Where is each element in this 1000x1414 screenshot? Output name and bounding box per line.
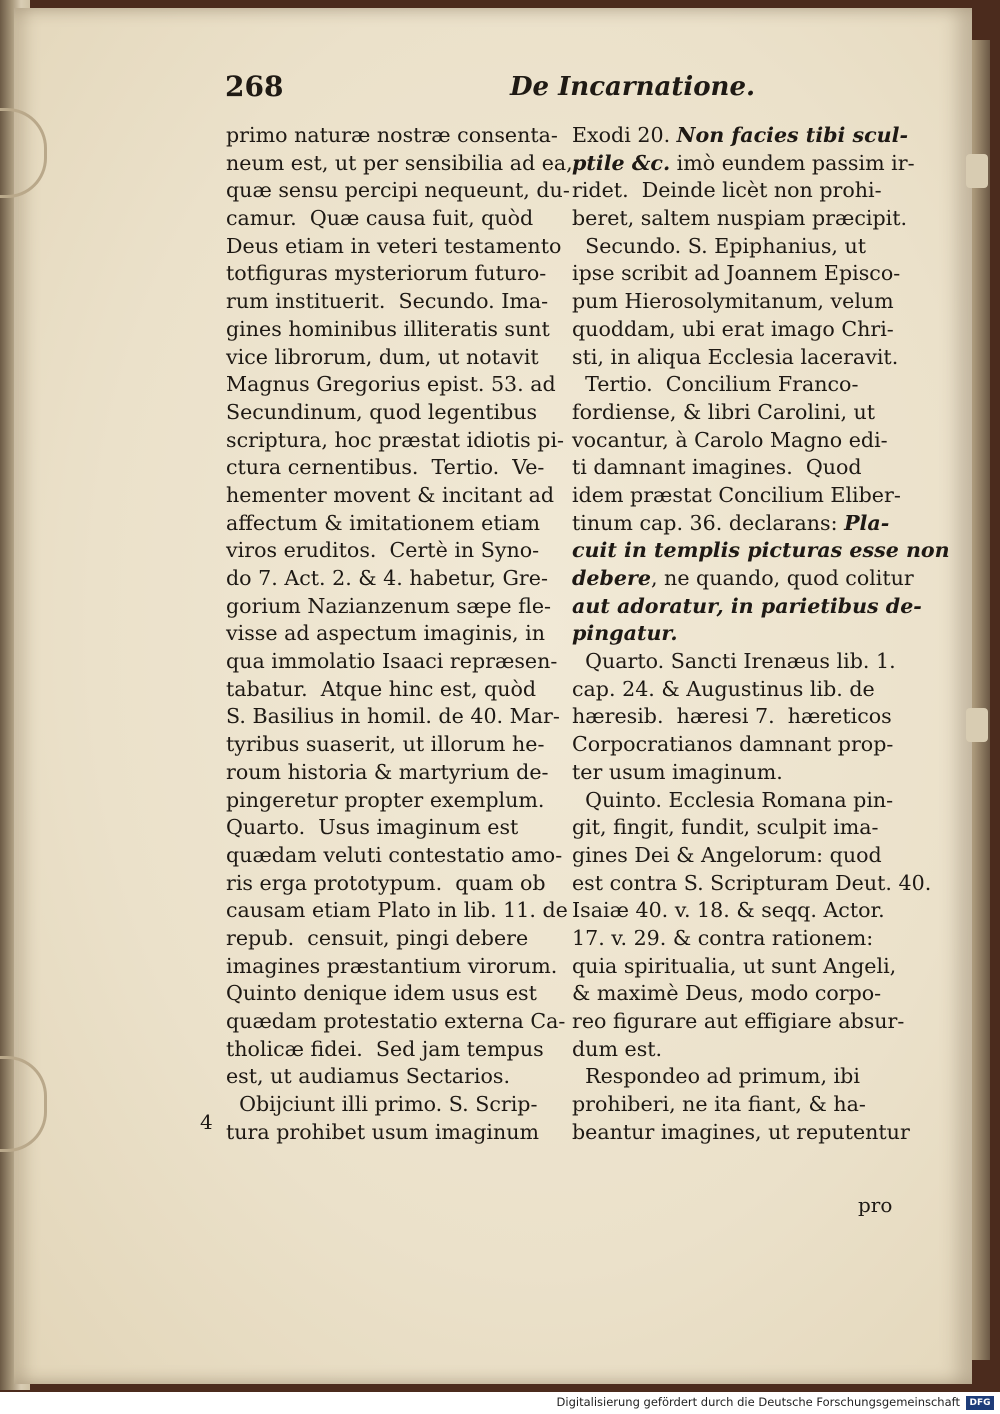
text-run: scriptura, hoc præstat idiotis pi- [226,427,564,452]
text-line [572,703,912,731]
text-run: tholicæ fidei. Sed jam tempus [226,1036,544,1061]
text-run: git, fingit, fundit, sculpit ima- [572,815,879,840]
text-run: quædam veluti contestatio amo- [226,842,563,867]
text-run: tura prohibet usum imaginum [226,1119,540,1144]
text-run: camur. Quæ causa fuit, quòd [226,206,534,231]
text-line [226,1119,556,1147]
text-run: pingeretur propter exemplum. [226,787,545,812]
text-run: 17. v. 29. & contra rationem: [572,925,874,950]
text-run: prohiberi, ne ita fiant, & ha- [572,1092,866,1117]
text-line [226,1063,556,1091]
italic-run: aut adoratur, in parietibus de- [572,593,922,618]
text-run: dum est. [572,1036,663,1061]
text-run: ipse scribit ad Joannem Episco- [572,261,901,286]
text-run: est contra S. Scripturam Deut. 40. [572,870,932,895]
text-run: primo naturæ nostræ consenta- [226,123,558,147]
text-run: rum instituerit. Secundo. Ima- [226,289,549,314]
text-run: ris erga prototypum. quam ob [226,870,546,895]
text-line [226,233,562,261]
text-line [226,399,556,427]
text-line [226,925,556,953]
text-run: visse ad aspectum imaginis, in [226,621,545,646]
text-line [572,1119,912,1147]
text-line [226,482,556,510]
text-run: & maximè Deus, modo corpo- [572,981,882,1006]
text-line [226,177,570,205]
italic-run: ptile &c. [572,150,671,175]
text-run: S. Basilius in homil. de 40. Mar- [226,704,560,729]
text-run: reo figurare aut effigiare absur- [572,1009,905,1033]
footer-credit: Digitalisierung gefördert durch die Deutsche Forschungsgemeinschaft [556,1395,960,1409]
text-run: Secundinum, quod legentibus [226,399,538,424]
text-run: viros eruditos. Certè in Syno- [226,538,540,563]
text-run: quoddam, ubi erat imago Chri- [572,316,894,341]
text-line [572,565,912,593]
text-line [572,1036,912,1064]
text-run: affectum & imitationem etiam [226,510,541,535]
text-line [226,371,556,399]
text-line [226,260,556,288]
text-run: sti, in aliqua Ecclesia laceravit. [572,344,899,369]
text-line [572,593,922,621]
text-run: Isaiæ 40. v. 18. & seqq. Actor. [572,898,885,923]
text-run: gorium Nazianzenum sæpe fle- [226,593,551,618]
text-run: idem præstat Concilium Eliber- [572,482,901,507]
text-line [572,980,912,1008]
text-line [226,814,556,842]
italic-run: pingatur. [572,621,678,646]
text-run: hementer movent & incitant ad [226,482,555,507]
text-line [572,537,950,565]
text-run: ter usum imaginum. [572,759,783,784]
text-line [226,537,556,565]
text-run: Tertio. Concilium Franco- [572,372,859,397]
text-line [572,288,912,316]
text-run: tyribus suaserit, ut illorum he- [226,732,545,757]
running-title: De Incarnatione. [510,72,756,102]
text-line [226,427,564,455]
text-run: Corpocratianos damnant prop- [572,732,894,757]
text-run: Quarto. Usus imaginum est [226,815,519,840]
italic-run: debere [572,566,651,590]
text-run: Deus etiam in veteri testamento [226,233,562,258]
text-line [226,787,556,815]
text-run: Secundo. S. Epiphanius, ut [572,233,867,258]
text-run: tabatur. Atque hinc est, quòd [226,676,537,701]
text-run: roum historia & martyrium de- [226,759,549,784]
text-run: pum Hierosolymitanum, velum [572,289,894,314]
text-line [572,870,932,898]
text-line [226,288,556,316]
left-text-column [226,122,573,1146]
text-run: beantur imagines, ut reputentur [572,1119,910,1144]
text-line [572,731,912,759]
text-run: Quarto. Sancti Irenæus lib. 1. [572,649,896,674]
text-line [572,344,912,372]
text-line [572,1008,912,1036]
text-run: gines hominibus illiteratis sunt [226,316,550,341]
dfg-logo: DFG [966,1396,994,1410]
text-line [572,925,912,953]
text-line [572,233,912,261]
text-line [572,205,912,233]
text-line [226,897,568,925]
text-line [572,953,912,981]
text-run: vocantur, à Carolo Magno edi- [572,427,888,452]
text-run: gines Dei & Angelorum: quod [572,842,882,867]
text-line [572,787,912,815]
text-line [226,676,556,704]
text-line [226,648,556,676]
text-line [226,703,560,731]
catchword: pro [858,1193,893,1217]
text-line [226,620,556,648]
page-tab-middle [966,708,988,742]
text-line [572,676,912,704]
text-run: ridet. Deinde licèt non prohi- [572,178,882,203]
page-number: 268 [225,70,284,103]
text-line [226,593,556,621]
text-line [572,510,912,538]
text-run: imò eundem passim ir- [670,150,915,175]
text-run: hæresib. hæresi 7. hæreticos [572,704,892,729]
text-run: qua immolatio Isaaci repræsen- [226,649,558,674]
text-line [572,814,912,842]
text-run: do 7. Act. 2. & 4. habetur, Gre- [226,566,548,590]
text-line [226,1036,556,1064]
text-line [226,344,556,372]
text-line [226,731,556,759]
text-line [226,316,556,344]
text-run: quæ sensu percipi nequeunt, du- [226,178,570,203]
text-line [226,205,556,233]
text-run: ti damnant imagines. Quod [572,455,862,480]
text-line [226,870,556,898]
text-run: est, ut audiamus Sectarios. [226,1064,511,1089]
text-line [572,371,912,399]
italic-run: Pla- [844,510,890,535]
text-line [572,316,912,344]
text-line [572,122,912,150]
text-line [572,1091,912,1119]
text-line [572,482,912,510]
text-line [572,759,912,787]
text-run: imagines præstantium virorum. [226,953,558,978]
text-line [226,510,556,538]
right-text-column [572,122,950,1146]
text-run: fordiense, & libri Carolini, ut [572,399,876,424]
text-run: Exodi 20. [572,123,677,147]
text-line [226,759,556,787]
text-run: Magnus Gregorius epist. 53. ad [226,372,556,397]
text-line [226,1091,556,1119]
text-run: neum est, ut per sensibilia ad ea, [226,150,573,175]
italic-run: Non facies tibi scul- [676,123,909,147]
text-line [572,897,912,925]
text-line [572,648,912,676]
text-line [572,620,912,648]
text-line [226,122,556,150]
text-line [572,260,912,288]
text-run: causam etiam Plato in lib. 11. de [226,898,568,923]
text-line [226,842,563,870]
text-line [572,150,915,178]
page-tab-top [966,154,988,188]
text-run: cap. 24. & Augustinus lib. de [572,676,875,701]
text-line [226,565,556,593]
italic-run: cuit in templis picturas esse non [572,538,950,563]
text-line [572,842,912,870]
text-line [572,177,912,205]
text-run: tinum cap. 36. declarans: [572,510,845,535]
text-run: repub. censuit, pingi debere [226,925,529,950]
text-line [572,427,912,455]
text-run: , ne quando, quod colitur [650,566,914,590]
text-run: Quinto denique idem usus est [226,981,537,1006]
text-run: quia spiritualia, ut sunt Angeli, [572,953,897,978]
text-run: beret, saltem nuspiam præcipit. [572,206,908,231]
text-run: quædam protestatio externa Ca- [226,1009,566,1033]
text-line [226,150,573,178]
text-line [226,953,556,981]
text-line [572,1063,912,1091]
text-run: ctura cernentibus. Tertio. Ve- [226,455,545,480]
text-line [226,454,556,482]
text-line [226,980,556,1008]
text-run: Quinto. Ecclesia Romana pin- [572,787,894,812]
text-run: Obijciunt illi primo. S. Scrip- [226,1092,538,1117]
margin-number: 4 [200,1110,213,1134]
text-run: vice librorum, dum, ut notavit [226,344,539,369]
text-line [226,1008,566,1036]
running-head [225,70,915,110]
text-run: totfiguras mysteriorum futuro- [226,261,547,286]
text-line [572,399,912,427]
text-line [572,454,912,482]
text-run: Respondeo ad primum, ibi [572,1064,860,1089]
